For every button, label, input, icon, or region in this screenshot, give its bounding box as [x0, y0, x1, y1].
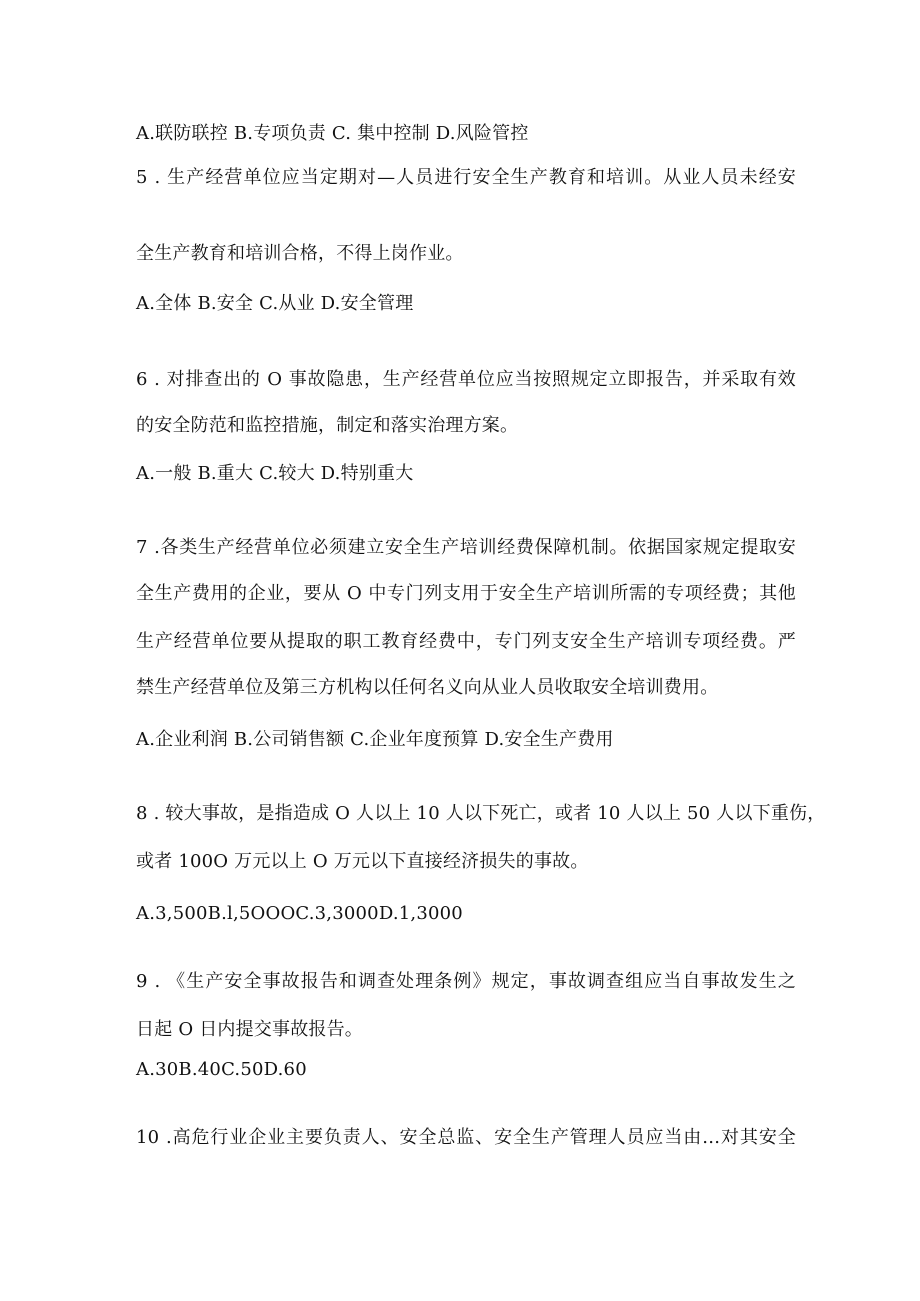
options-line-q6: A.一般 B.重大 C.较大 D.特别重大	[136, 463, 414, 484]
question-7-line-3: 生产经营单位要从提取的职工教育经费中，专门列支安全生产培训专项经费。严	[136, 631, 796, 652]
options-line-q8: A.3,500B.l,5OOOC.3,3000D.1,3000	[136, 903, 463, 924]
question-8-line-1: 8 . 较大事故，是指造成 O 人以上 10 人以下死亡，或者 10 人以上 50 人以下重伤，	[136, 803, 826, 824]
question-7-line-4: 禁生产经营单位及第三方机构以任何名义向从业人员收取安全培训费用。	[136, 677, 719, 698]
question-7-line-1: 7 .各类生产经营单位必须建立安全生产培训经费保障机制。依据国家规定提取安	[136, 537, 796, 558]
question-5-line-1: 5 . 生产经营单位应当定期对—人员进行安全生产教育和培训。从业人员未经安	[136, 167, 796, 188]
options-line-q4: A.联防联控 B.专项负责 C. 集中控制 D.风险管控	[136, 123, 529, 144]
options-line-q7: A.企业利润 B.公司销售额 C.企业年度预算 D.安全生产费用	[136, 729, 614, 750]
question-9-line-2: 日起 O 日内提交事故报告。	[136, 1019, 363, 1040]
question-6-line-2: 的安全防范和监控措施，制定和落实治理方案。	[136, 415, 519, 436]
options-line-q5: A.全体 B.安全 C.从业 D.安全管理	[136, 293, 414, 314]
question-8-line-2: 或者 100O 万元以上 O 万元以下直接经济损失的事故。	[136, 851, 589, 872]
question-6-line-1: 6 . 对排查出的 O 事故隐患，生产经营单位应当按照规定立即报告，并采取有效	[136, 369, 796, 390]
options-line-q9: A.30B.40C.50D.60	[136, 1059, 307, 1080]
question-5-line-2: 全生产教育和培训合格，不得上岗作业。	[136, 243, 464, 264]
question-9-line-1: 9 . 《生产安全事故报告和调查处理条例》规定，事故调查组应当自事故发生之	[136, 971, 796, 992]
question-10-line-1: 10 .高危行业企业主要负责人、安全总监、安全生产管理人员应当由…对其安全	[136, 1127, 796, 1148]
question-7-line-2: 全生产费用的企业，要从 O 中专门列支用于安全生产培训所需的专项经费；其他	[136, 583, 796, 604]
